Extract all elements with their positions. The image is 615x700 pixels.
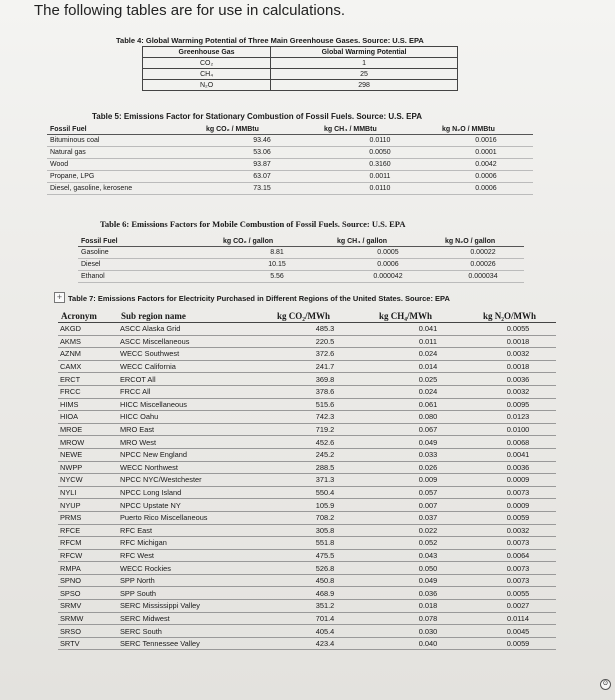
table7 (58, 309, 556, 650)
table7-cell: RMPA (58, 562, 118, 575)
table7-cell: SERC Mississippi Valley (118, 600, 274, 613)
table7-cell: 0.052 (376, 537, 480, 550)
table7-row (58, 335, 556, 348)
table5-cell: Propane, LPG (47, 171, 203, 183)
table7-row (58, 486, 556, 499)
table7-cell: 0.0009 (480, 474, 556, 487)
table4-cell: CH₄ (143, 69, 271, 80)
table5-cell: Bituminous coal (47, 135, 203, 147)
table7-cell: WECC California (118, 360, 274, 373)
table7-cell: MROE (58, 423, 118, 436)
table7-cell: 0.0032 (480, 524, 556, 537)
table6-cell: 0.000042 (334, 271, 442, 283)
table5 (47, 124, 533, 195)
table7-cell: 708.2 (274, 511, 376, 524)
table7-row (58, 436, 556, 449)
table6-header-n2o: kg N₂O / gallon (442, 236, 524, 247)
table7-cell: AKMS (58, 335, 118, 348)
table7-cell: MRO West (118, 436, 274, 449)
table7-header-acronym: Acronym (58, 309, 118, 323)
table7-cell: RFC East (118, 524, 274, 537)
table5-cell: 0.0006 (439, 171, 533, 183)
table6-cell: 8.81 (220, 247, 334, 259)
cursor-icon: ʘ (600, 679, 611, 690)
table7-cell: SRMW (58, 612, 118, 625)
table7-cell: 0.0100 (480, 423, 556, 436)
table7-cell: 0.040 (376, 637, 480, 650)
table6-cell: Gasoline (78, 247, 220, 259)
table7-cell: 245.2 (274, 448, 376, 461)
table7-cell: 369.8 (274, 373, 376, 386)
table7-cell: ERCT (58, 373, 118, 386)
table7-cell: ERCOT All (118, 373, 274, 386)
table7-cell: 0.0073 (480, 562, 556, 575)
table7-header-ch4: kg CH₄/MWh (376, 309, 480, 323)
table5-cell: 0.0110 (321, 183, 439, 195)
table7-body (58, 323, 556, 650)
table7-cell: 288.5 (274, 461, 376, 474)
table7-cell: 0.050 (376, 562, 480, 575)
table5-header-fuel: Fossil Fuel (47, 124, 203, 135)
table7-cell: 0.067 (376, 423, 480, 436)
table7-cell: 551.8 (274, 537, 376, 550)
table5-header-n2o: kg N₂O / MMBtu (439, 124, 533, 135)
table7-row (58, 637, 556, 650)
table6-row (78, 259, 524, 271)
table7-row (58, 373, 556, 386)
table6-row (78, 271, 524, 283)
table7-cell: 0.0018 (480, 360, 556, 373)
table7-cell: SERC Midwest (118, 612, 274, 625)
table7-cell: SRTV (58, 637, 118, 650)
table4-cell: N₂O (143, 80, 271, 91)
table7-row (58, 385, 556, 398)
table7-cell: SERC South (118, 625, 274, 638)
table7-row (58, 600, 556, 613)
table7-row (58, 562, 556, 575)
table4-cell: 298 (271, 80, 458, 91)
table7-cell: 0.011 (376, 335, 480, 348)
table7-cell: RFC West (118, 549, 274, 562)
table7-cell: 701.4 (274, 612, 376, 625)
table7-cell: 0.014 (376, 360, 480, 373)
table7-row (58, 360, 556, 373)
table6-cell: Diesel (78, 259, 220, 271)
table4-cell: 25 (271, 69, 458, 80)
table7-cell: 372.6 (274, 348, 376, 361)
table7-cell: 0.033 (376, 448, 480, 461)
table7-cell: 0.078 (376, 612, 480, 625)
table4-row (143, 58, 458, 69)
table7-cell: 0.0123 (480, 411, 556, 424)
table7-cell: ASCC Miscellaneous (118, 335, 274, 348)
table6-cell: 0.000034 (442, 271, 524, 283)
table7-cell: 371.3 (274, 474, 376, 487)
table7-cell: 0.0068 (480, 436, 556, 449)
table5-cell: 0.0016 (439, 135, 533, 147)
table7-cell: 0.0018 (480, 335, 556, 348)
table7-cell: SPSO (58, 587, 118, 600)
table7-cell: 423.4 (274, 637, 376, 650)
table5-row (47, 135, 533, 147)
table7-row (58, 549, 556, 562)
table7-cell: 452.6 (274, 436, 376, 449)
table6-header-co2: kg CO₂ / gallon (220, 236, 334, 247)
table7-cell: HIMS (58, 398, 118, 411)
table7-cell: 378.6 (274, 385, 376, 398)
table4-row (143, 80, 458, 91)
table7-cell: RFCM (58, 537, 118, 550)
table7-cell: 0.0073 (480, 537, 556, 550)
table7-header-co2: kg CO₂/MWh (274, 309, 376, 323)
table7-cell: 475.5 (274, 549, 376, 562)
table7-cell: 719.2 (274, 423, 376, 436)
table5-body (47, 135, 533, 195)
table-move-handle-icon[interactable]: + (54, 292, 65, 303)
table7-cell: Puerto Rico Miscellaneous (118, 511, 274, 524)
table4-row (143, 69, 458, 80)
table5-row (47, 159, 533, 171)
table7-cell: RFCW (58, 549, 118, 562)
table7-cell: 0.0073 (480, 574, 556, 587)
table7-cell: SRMV (58, 600, 118, 613)
table7-header-n2o: kg N₂O/MWh (480, 309, 556, 323)
table7-cell: RFC Michigan (118, 537, 274, 550)
table7-cell: 550.4 (274, 486, 376, 499)
table7-cell: 0.0055 (480, 323, 556, 336)
table7-cell: 0.043 (376, 549, 480, 562)
table4-body (143, 58, 458, 91)
table7-cell: SPP North (118, 574, 274, 587)
table7-cell: 220.5 (274, 335, 376, 348)
table7-row (58, 448, 556, 461)
table7-cell: NWPP (58, 461, 118, 474)
table7-cell: 0.025 (376, 373, 480, 386)
table7-cell: 0.080 (376, 411, 480, 424)
table7-cell: SPNO (58, 574, 118, 587)
table7-row (58, 461, 556, 474)
table7-cell: WECC Northwest (118, 461, 274, 474)
table7-cell: 0.0059 (480, 637, 556, 650)
table7-cell: 0.057 (376, 486, 480, 499)
table6-header-ch4: kg CH₄ / gallon (334, 236, 442, 247)
table7-cell: 0.0114 (480, 612, 556, 625)
table7-cell: MROW (58, 436, 118, 449)
table5-header-co2: kg CO₂ / MMBtu (203, 124, 321, 135)
table7-cell: 526.8 (274, 562, 376, 575)
table7-row (58, 625, 556, 638)
table7-cell: NPCC Upstate NY (118, 499, 274, 512)
table7-cell: 0.061 (376, 398, 480, 411)
table7-cell: 515.6 (274, 398, 376, 411)
table5-cell: 0.0110 (321, 135, 439, 147)
table7-cell: 0.0041 (480, 448, 556, 461)
table7-row (58, 474, 556, 487)
table7-cell: HIOA (58, 411, 118, 424)
table4-caption: Table 4: Global Warming Potential of Three Main Greenhouse Gases. Source: U.S. EPA (116, 36, 424, 45)
table7-cell: 0.049 (376, 574, 480, 587)
table4-header-gwp: Global Warming Potential (271, 47, 458, 58)
table7-cell: 0.0009 (480, 499, 556, 512)
table7-cell: RFCE (58, 524, 118, 537)
table7-cell: FRCC All (118, 385, 274, 398)
table7-cell: NEWE (58, 448, 118, 461)
table6-body (78, 247, 524, 283)
table6 (78, 236, 524, 283)
table7-cell: 450.8 (274, 574, 376, 587)
table5-caption: Table 5: Emissions Factor for Stationary Combustion of Fossil Fuels. Source: U.S. EPA (92, 112, 422, 121)
table7-row (58, 411, 556, 424)
table7-cell: SERC Tennessee Valley (118, 637, 274, 650)
table4-cell: CO₂ (143, 58, 271, 69)
table7-row (58, 499, 556, 512)
table5-cell: 0.0011 (321, 171, 439, 183)
table7-cell: 0.0095 (480, 398, 556, 411)
table6-cell: 0.00026 (442, 259, 524, 271)
table7-cell: 0.007 (376, 499, 480, 512)
table7-cell: 0.030 (376, 625, 480, 638)
table6-row (78, 247, 524, 259)
table7-cell: AZNM (58, 348, 118, 361)
table7-cell: 305.8 (274, 524, 376, 537)
table7-cell: 0.0036 (480, 373, 556, 386)
table6-cell: 10.15 (220, 259, 334, 271)
table5-cell: 0.0001 (439, 147, 533, 159)
table7-cell: 0.018 (376, 600, 480, 613)
table7-row (58, 587, 556, 600)
table7-cell: 0.0036 (480, 461, 556, 474)
table7-cell: 468.9 (274, 587, 376, 600)
table7-cell: 0.0027 (480, 600, 556, 613)
table7-cell: 0.0045 (480, 625, 556, 638)
table7-cell: MRO East (118, 423, 274, 436)
table5-cell: 0.0006 (439, 183, 533, 195)
table7-cell: 0.024 (376, 385, 480, 398)
table5-header-ch4: kg CH₄ / MMBtu (321, 124, 439, 135)
table5-cell: 0.0050 (321, 147, 439, 159)
table7-cell: 0.037 (376, 511, 480, 524)
table7-cell: 0.024 (376, 348, 480, 361)
table5-cell: Natural gas (47, 147, 203, 159)
table7-cell: 0.049 (376, 436, 480, 449)
table7-cell: PRMS (58, 511, 118, 524)
table7-cell: 0.0064 (480, 549, 556, 562)
table6-cell: 0.0005 (334, 247, 442, 259)
table7-cell: HICC Miscellaneous (118, 398, 274, 411)
table7-cell: NPCC New England (118, 448, 274, 461)
table7-cell: 105.9 (274, 499, 376, 512)
table6-cell: Ethanol (78, 271, 220, 283)
table6-cell: 0.0006 (334, 259, 442, 271)
page-heading: The following tables are for use in calculations. (34, 2, 346, 19)
table7-cell: 742.3 (274, 411, 376, 424)
table4-cell: 1 (271, 58, 458, 69)
table7-header-subregion: Sub region name (118, 309, 274, 323)
table7-cell: 0.0032 (480, 348, 556, 361)
table7-cell: 0.0055 (480, 587, 556, 600)
table5-row (47, 183, 533, 195)
table7-row (58, 348, 556, 361)
table7-cell: AKGD (58, 323, 118, 336)
table5-row (47, 147, 533, 159)
table7-cell: 0.0032 (480, 385, 556, 398)
table7-cell: WECC Southwest (118, 348, 274, 361)
table7-cell: 241.7 (274, 360, 376, 373)
table7-cell: 0.0073 (480, 486, 556, 499)
table7-cell: CAMX (58, 360, 118, 373)
table7-cell: FRCC (58, 385, 118, 398)
table7-cell: 0.0059 (480, 511, 556, 524)
table7-row (58, 398, 556, 411)
table7-cell: 485.3 (274, 323, 376, 336)
table7-cell: 0.022 (376, 524, 480, 537)
table6-caption: Table 6: Emissions Factors for Mobile Combustion of Fossil Fuels. Source: U.S. EPA (100, 219, 406, 229)
table7-cell: HICC Oahu (118, 411, 274, 424)
table7-cell: NPCC Long Island (118, 486, 274, 499)
table5-cell: 0.0042 (439, 159, 533, 171)
table7-cell: 0.009 (376, 474, 480, 487)
table7-cell: 0.041 (376, 323, 480, 336)
table4 (142, 46, 458, 91)
table5-row (47, 171, 533, 183)
table5-cell: Wood (47, 159, 203, 171)
table7-row (58, 574, 556, 587)
table7-cell: NYUP (58, 499, 118, 512)
table7-cell: SRSO (58, 625, 118, 638)
table7-row (58, 524, 556, 537)
table5-cell: 93.87 (203, 159, 321, 171)
table7-cell: 0.036 (376, 587, 480, 600)
table5-cell: 63.07 (203, 171, 321, 183)
table6-header-fuel: Fossil Fuel (78, 236, 220, 247)
table7-cell: SPP South (118, 587, 274, 600)
table5-cell: 0.3160 (321, 159, 439, 171)
table7-cell: NYCW (58, 474, 118, 487)
table7-cell: WECC Rockies (118, 562, 274, 575)
table7-cell: 0.026 (376, 461, 480, 474)
table6-cell: 0.00022 (442, 247, 524, 259)
table7-caption: Table 7: Emissions Factors for Electricity Purchased in Different Regions of the United States. Source: EPA (68, 294, 450, 303)
table5-cell: 53.06 (203, 147, 321, 159)
table7-cell: 351.2 (274, 600, 376, 613)
table7-cell: ASCC Alaska Grid (118, 323, 274, 336)
table6-cell: 5.56 (220, 271, 334, 283)
table5-cell: 93.46 (203, 135, 321, 147)
table7-cell: NPCC NYC/Westchester (118, 474, 274, 487)
table7-cell: NYLI (58, 486, 118, 499)
table7-row (58, 612, 556, 625)
table7-row (58, 511, 556, 524)
table7-cell: 405.4 (274, 625, 376, 638)
table7-row (58, 323, 556, 336)
table7-row (58, 537, 556, 550)
table7-row (58, 423, 556, 436)
table5-cell: Diesel, gasoline, kerosene (47, 183, 203, 195)
table5-cell: 73.15 (203, 183, 321, 195)
table4-header-gas: Greenhouse Gas (143, 47, 271, 58)
